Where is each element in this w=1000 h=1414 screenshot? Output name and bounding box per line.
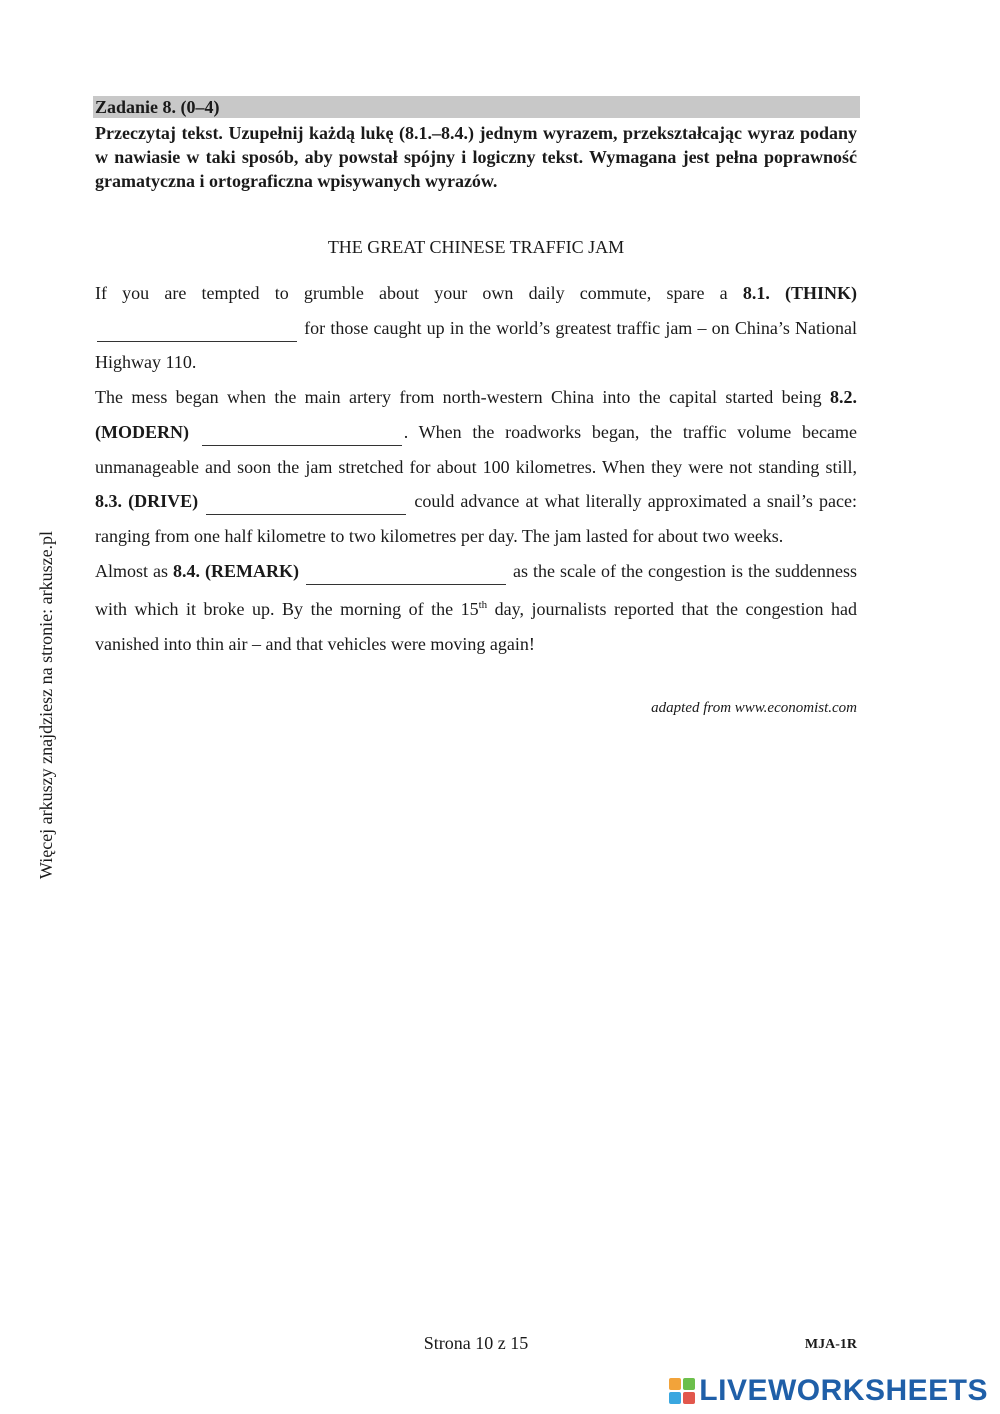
gap-input-8-1[interactable] (97, 321, 297, 342)
page-number: Strona 10 z 15 (423, 1333, 529, 1353)
paragraph-3 (95, 554, 857, 662)
gap-label-8-4: 8.4. (REMARK) (173, 560, 300, 581)
task-header (93, 96, 860, 118)
liveworksheets-logo-icon (669, 1378, 695, 1404)
gap-label-8-1: 8.1. (THINK) (742, 283, 858, 303)
task-title: Zadanie 8. (0–4) (95, 97, 220, 117)
side-note-vertical: Więcej arkuszy znajdziesz na stronie: arkusze.pl (36, 530, 56, 880)
brand-logo[interactable] (669, 1373, 988, 1409)
gap-label-8-2: 8.2. (MODERN) (95, 387, 857, 442)
paragraph-text: Almost as (95, 560, 174, 581)
paragraph-text: The mess began when the main artery from north-western China into the capital started being (95, 387, 830, 408)
superscript-th: th (478, 599, 488, 612)
gap-input-8-4[interactable] (306, 564, 506, 585)
brand-name: LIVEWORKSHEETS (699, 1374, 988, 1407)
gap-input-8-2[interactable] (202, 425, 402, 446)
gap-input-8-3[interactable] (206, 494, 406, 515)
paragraph-1 (95, 276, 857, 380)
paragraph-text: day, journalists reported that the congestion had vanished into thin air – and that vehicles were moving again! (95, 599, 857, 655)
paragraph-text: could advance at what literally approximated a snail’s pace: ranging from one half kilometre to two kilometres per day. The jam lasted for about two weeks. (95, 491, 857, 546)
document-body (95, 276, 857, 662)
task-instructions: Przeczytaj tekst. Uzupełnij każdą lukę (8.1.–8.4.) jednym wyrazem, przekształcając wyraz podany w nawiasie w taki sposób, aby powstał spójny i logiczny tekst. Wymagana jest pełna poprawność gramatyczna i ortograficzna wpisywanych wyrazów. (95, 123, 857, 191)
paragraph-text: as the scale of the congestion is the suddenness with which it broke up. By the morning of the 15 (95, 560, 858, 620)
document-title: THE GREAT CHINESE TRAFFIC JAM (327, 237, 625, 257)
source-citation: adapted from www.economist.com (651, 700, 857, 716)
exam-code: MJA-1R (804, 1337, 857, 1352)
gap-label-8-3: 8.3. (DRIVE) (95, 491, 199, 512)
paragraph-text: . When the roadworks began, the traffic volume became unmanageable and soon the jam stretched for about 100 kilometres. When they were not standing still, (95, 421, 858, 477)
paragraph-text: If you are tempted to grumble about your own daily commute, spare a (95, 283, 743, 303)
paragraph-2 (95, 380, 857, 554)
paragraph-text: for those caught up in the world’s greatest traffic jam – on China’s National Highway 110. (95, 317, 857, 373)
